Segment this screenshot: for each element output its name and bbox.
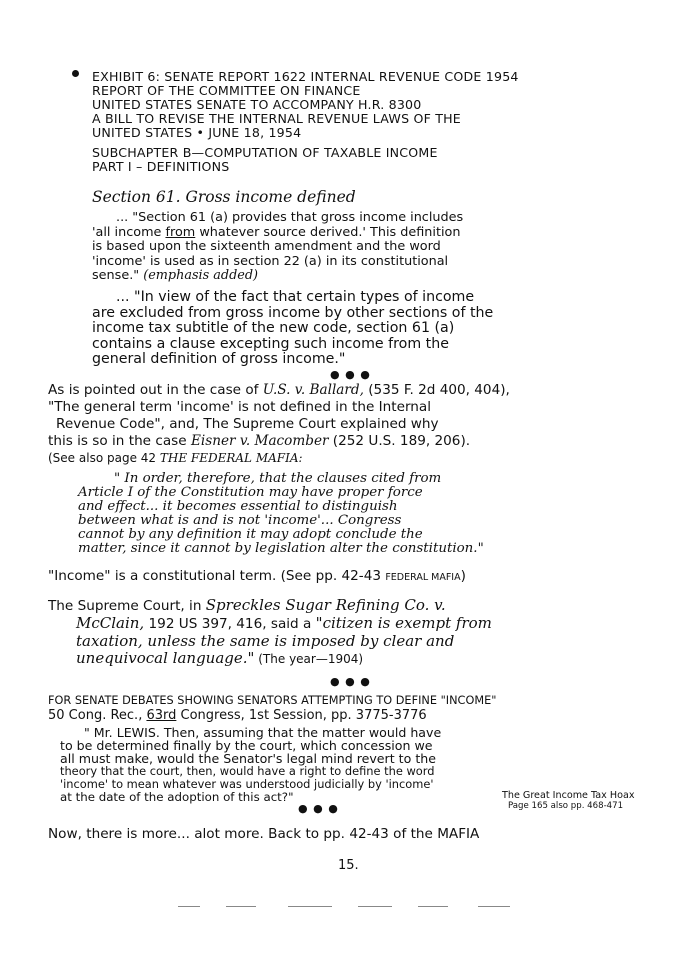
exhibit-header <box>92 70 662 174</box>
lewis-line: 'income' to mean whatever was understood judicially by 'income' <box>60 777 434 791</box>
income-term-line: "Income" is a constitutional term. (See pp. 42-43 FEDERAL MAFIA) <box>48 568 466 584</box>
hoax-pages: Page 165 also pp. 468-471 <box>508 801 624 811</box>
spreckles-line: taxation, unless the same is imposed by clear and <box>76 632 455 650</box>
eisner-quote <box>78 472 688 556</box>
spreckles-line: unequivocal language." (The year—1904) <box>76 649 364 667</box>
congress-reference: 50 Cong. Rec., 63rd Congress, 1st Session, pp. 3775-3776 <box>48 708 427 723</box>
quote1-line: is based upon the sixteenth amendment and the word <box>92 239 441 254</box>
spreckles-line: McClain, 192 US 397, 416, said a "citizen is exempt from <box>76 614 492 632</box>
lewis-line: " Mr. LEWIS. Then, assuming that the matter would have <box>84 725 442 740</box>
section-heading: Section 61. Gross income defined <box>92 188 356 206</box>
quote1-line: sense." (emphasis added) <box>92 268 259 283</box>
ballard-line: As is pointed out in the case of U.S. v. Ballard, (535 F. 2d 400, 404), <box>48 382 510 398</box>
senate-heading: FOR SENATE DEBATES SHOWING SENATORS ATTEMPTING TO DEFINE "INCOME" <box>48 694 497 707</box>
report-line: REPORT OF THE COMMITTEE ON FINANCE <box>92 83 361 98</box>
quote2-line: income tax subtitle of the new code, section 61 (a) <box>92 320 455 336</box>
part-line: PART I – DEFINITIONS <box>92 159 230 174</box>
spreckles-line: The Supreme Court, in Spreckles Sugar Refining Co. v. <box>48 596 446 614</box>
separator-dots: ● ● ● <box>330 368 371 381</box>
quote2-line: are excluded from gross income by other sections of the <box>92 304 494 321</box>
lewis-line: all must make, would the Senator's legal mind revert to the <box>60 751 436 766</box>
quote2-line: general definition of gross income." <box>92 351 346 367</box>
section-quote-2 <box>92 290 682 368</box>
eisner-line: and effect... it becomes essential to distinguish <box>78 499 398 514</box>
eisner-line: Article I of the Constitution may have proper force <box>78 485 423 500</box>
eisner-line: " In order, therefore, that the clauses cited from <box>114 471 442 486</box>
eisner-line: between what is and is not 'income'... Congress <box>78 513 402 528</box>
page-number: 15. <box>338 858 359 873</box>
eisner-line: matter, since it cannot by legislation alter the constitution." <box>78 541 484 556</box>
footer-dashes <box>178 906 518 908</box>
hoax-title: The Great Income Tax Hoax <box>502 790 635 801</box>
separator-dots: ● ● ● <box>330 675 371 688</box>
date-line: UNITED STATES • JUNE 18, 1954 <box>92 125 302 140</box>
ballard-paragraph <box>48 382 688 467</box>
lewis-line: theory that the court, then, would have a right to define the word <box>60 764 435 778</box>
section-quote-1 <box>92 211 682 284</box>
exhibit-title: EXHIBIT 6: SENATE REPORT 1622 INTERNAL REVENUE CODE 1954 <box>92 69 519 84</box>
senate-line: UNITED STATES SENATE TO ACCOMPANY H.R. 8300 <box>92 97 422 112</box>
hoax-citation <box>502 791 635 811</box>
ballard-line: Revenue Code", and, The Supreme Court explained why <box>56 416 439 432</box>
ballard-line: (See also page 42 THE FEDERAL MAFIA: <box>48 451 303 465</box>
quote2-line: contains a clause excepting such income from the <box>92 335 449 352</box>
subchapter-line: SUBCHAPTER B—COMPUTATION OF TAXABLE INCOME <box>92 145 438 160</box>
eisner-line: cannot by any definition it may adopt conclude the <box>78 527 423 542</box>
quote1-line: 'income' is used as in section 22 (a) in its constitutional <box>92 253 449 269</box>
quote1-line: 'all income from whatever source derived.' This definition <box>92 224 461 240</box>
quote1-line: ... "Section 61 (a) provides that gross income includes <box>116 210 464 225</box>
bullet-icon <box>72 70 79 77</box>
ballard-line: "The general term 'income' is not defined in the Internal <box>48 399 432 415</box>
closing-line: Now, there is more... alot more. Back to pp. 42-43 of the MAFIA <box>48 826 480 842</box>
spreckles-paragraph <box>48 597 688 668</box>
senate-debates <box>48 693 688 723</box>
lewis-line: at the date of the adoption of this act?" <box>60 790 294 804</box>
ballard-line: this is so in the case Eisner v. Macomber (252 U.S. 189, 206). <box>48 433 471 449</box>
quote2-line: ... "In view of the fact that certain types of income <box>116 289 475 305</box>
bill-line: A BILL TO REVISE THE INTERNAL REVENUE LAWS OF THE <box>92 111 461 126</box>
separator-dots: ● ● ● <box>298 802 339 815</box>
lewis-line: to be determined finally by the court, which concession we <box>60 738 433 753</box>
